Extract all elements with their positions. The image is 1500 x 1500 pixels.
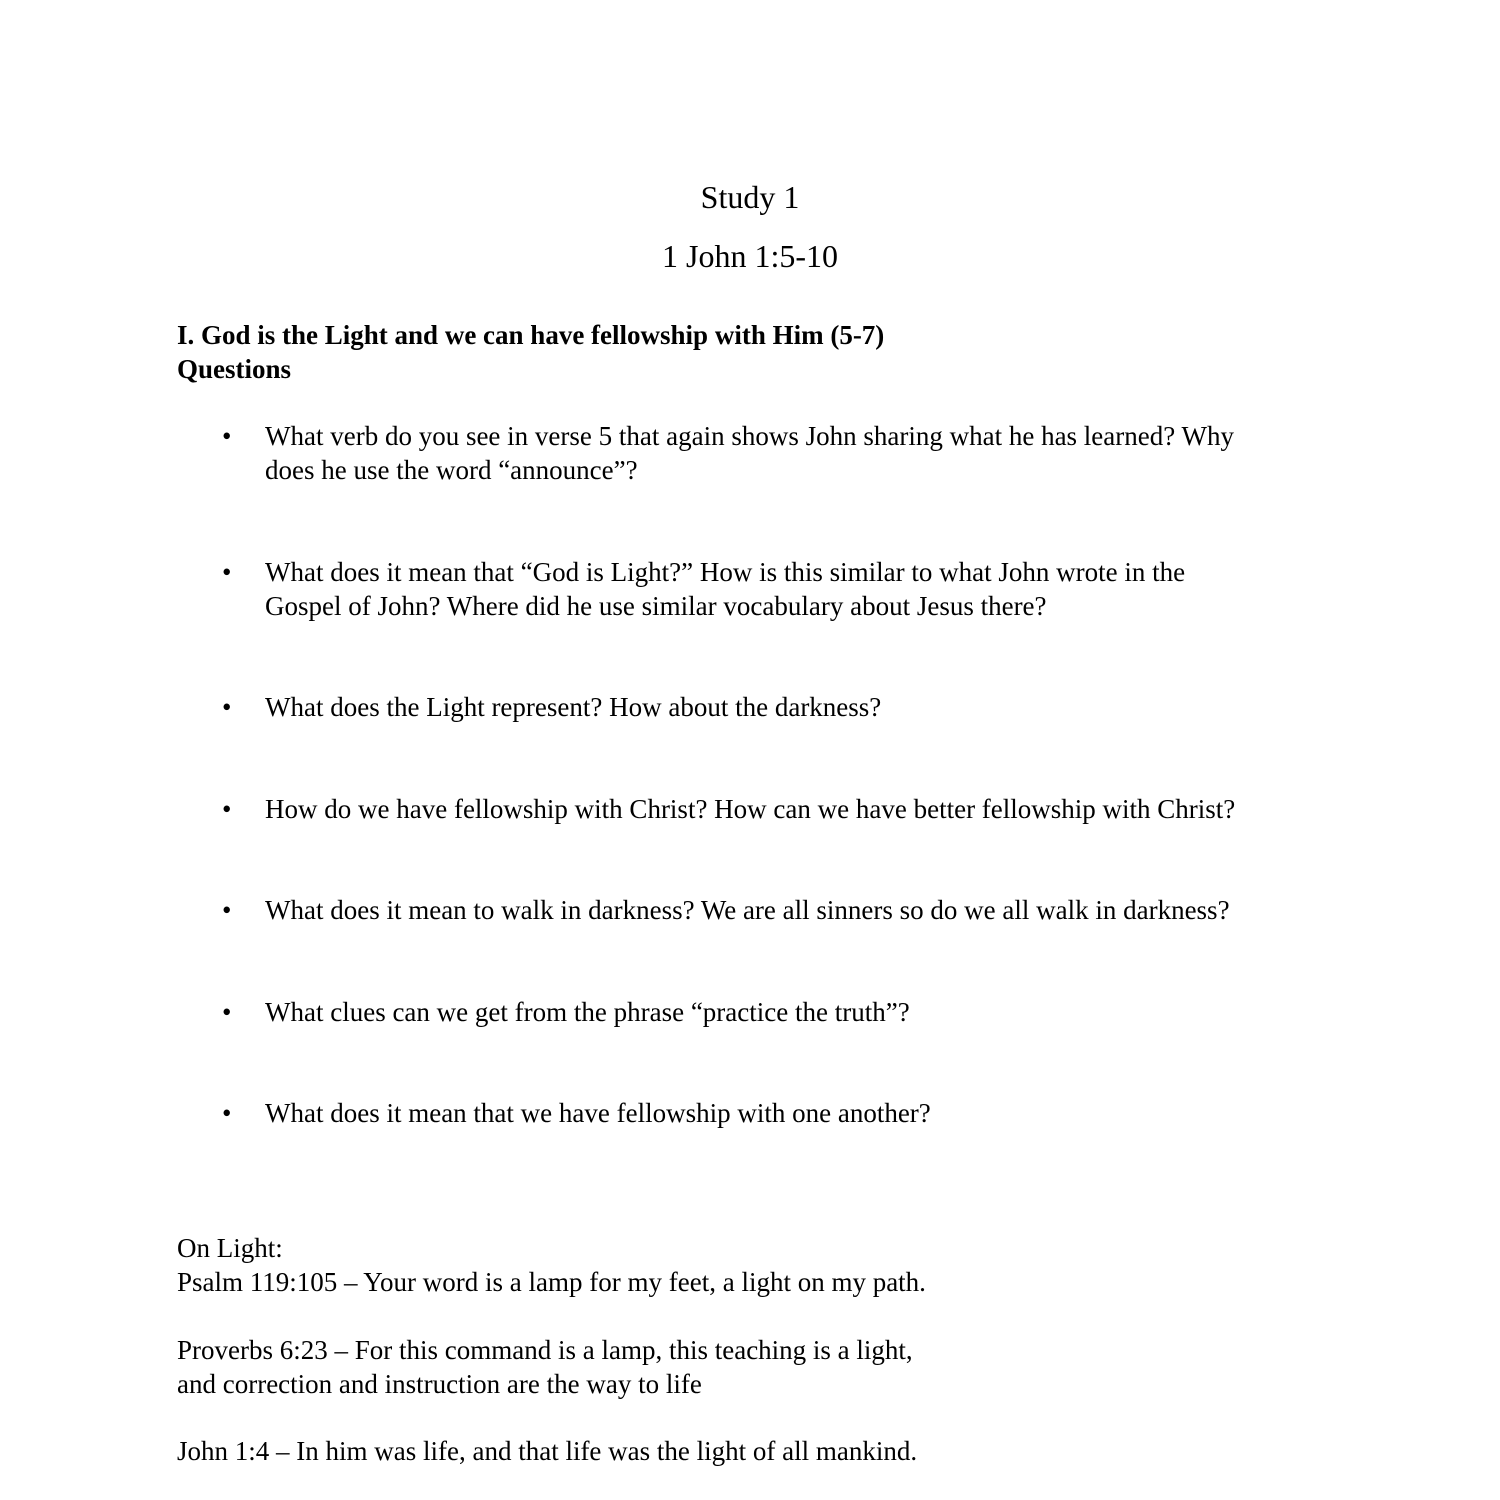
bullet-icon: • [222,1098,232,1128]
question-line: Gospel of John? Where did he use similar vocabulary about Jesus there? [265,591,1047,621]
question-line: What verb do you see in verse 5 that again shows John sharing what he has learned? Why [265,421,1234,451]
proverbs-reference: Proverbs 6:23 – For this command is a lamp, this teaching is a light, [177,1335,913,1365]
question-line: What does it mean that “God is Light?” How is this similar to what John wrote in the [265,557,1186,587]
question-line: What does the Light represent? How about the darkness? [265,692,882,722]
bullet-icon: • [222,997,232,1027]
question-line: What clues can we get from the phrase “practice the truth”? [265,997,910,1027]
on-light-label: On Light: [177,1233,283,1263]
question-line: What does it mean to walk in darkness? We are all sinners so do we all walk in darkness? [265,895,1230,925]
question-line: How do we have fellowship with Christ? How can we have better fellowship with Christ? [265,794,1236,824]
document-title: Study 1 [700,179,800,215]
bullet-icon: • [222,794,232,824]
section-heading: I. God is the Light and we can have fellowship with Him (5-7) [177,320,885,350]
proverbs-reference-continued: and correction and instruction are the way to life [177,1369,702,1399]
question-line: does he use the word “announce”? [265,455,638,485]
bullet-icon: • [222,421,232,451]
john-reference: John 1:4 – In him was life, and that life was the light of all mankind. [177,1436,918,1466]
bullet-icon: • [222,895,232,925]
question-line: What does it mean that we have fellowship with one another? [265,1098,931,1128]
bullet-icon: • [222,692,232,722]
questions-label: Questions [177,354,292,384]
bullet-icon: • [222,557,232,587]
psalm-reference: Psalm 119:105 – Your word is a lamp for my feet, a light on my path. [177,1267,926,1297]
document-subtitle: 1 John 1:5-10 [662,238,838,274]
